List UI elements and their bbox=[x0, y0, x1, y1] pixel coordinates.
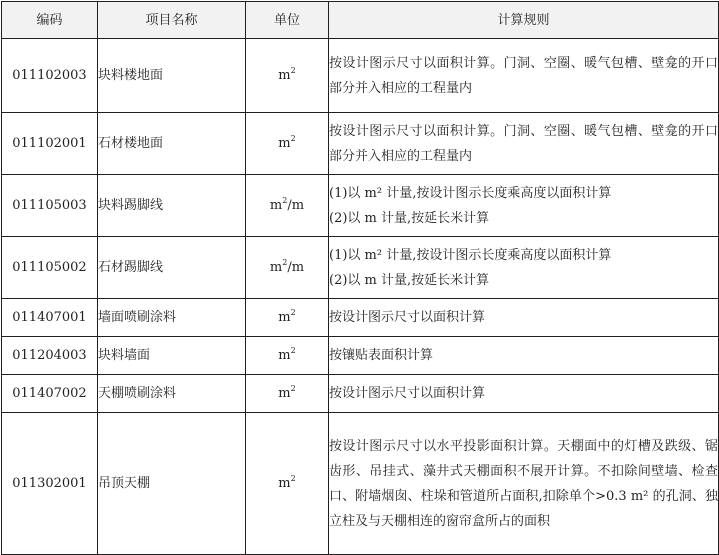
unit-exponent: 2 bbox=[282, 196, 288, 205]
table-row bbox=[2, 375, 719, 413]
item-unit bbox=[246, 375, 329, 413]
item-name: 墙面喷刷涂料 bbox=[98, 299, 246, 337]
item-name: 块料踢脚线 bbox=[98, 175, 246, 237]
item-unit bbox=[246, 113, 329, 175]
unit-suffix: /m bbox=[287, 260, 305, 275]
unit-exponent: 2 bbox=[290, 134, 296, 143]
unit-base: m bbox=[278, 310, 291, 325]
item-name: 天棚喷刷涂料 bbox=[98, 375, 246, 413]
item-code: 011407002 bbox=[2, 375, 98, 413]
item-name: 吊顶天棚 bbox=[98, 413, 246, 555]
table-row bbox=[2, 237, 719, 299]
unit-exponent: 2 bbox=[290, 346, 296, 355]
item-rule bbox=[329, 113, 719, 175]
table-row bbox=[2, 39, 719, 113]
item-code: 011302001 bbox=[2, 413, 98, 555]
table-header-row bbox=[2, 2, 719, 39]
quantity-rules-table bbox=[1, 1, 719, 555]
header-name: 项目名称 bbox=[98, 2, 246, 39]
rule-line: (2)以 m 计量,按延长米计算 bbox=[329, 272, 490, 288]
rule-line: 按镶贴表面积计算 bbox=[329, 348, 434, 363]
header-unit: 单位 bbox=[246, 2, 329, 39]
item-name: 石材楼地面 bbox=[98, 113, 246, 175]
item-rule bbox=[329, 39, 719, 113]
item-rule bbox=[329, 175, 719, 237]
item-rule bbox=[329, 375, 719, 413]
table-row bbox=[2, 299, 719, 337]
item-code: 011105002 bbox=[2, 237, 98, 299]
table-row bbox=[2, 413, 719, 555]
unit-base: m bbox=[278, 348, 291, 363]
table-row bbox=[2, 337, 719, 375]
item-name: 块料楼地面 bbox=[98, 39, 246, 113]
item-name: 块料墙面 bbox=[98, 337, 246, 375]
item-name: 石材踢脚线 bbox=[98, 237, 246, 299]
item-rule bbox=[329, 413, 719, 555]
rule-line: 按设计图示尺寸以水平投影面积计算。天棚面中的灯槽及跌级、锯齿形、吊挂式、藻井式天棚面积不展开计算。不扣除间壁墙、检查口、附墙烟囱、柱垛和管道所占面积,扣除单个>0.3 m² 的孔洞、独立柱及与天棚相连的窗帘盒所占的面积 bbox=[329, 438, 718, 529]
rule-line: 按设计图示尺寸以面积计算。门洞、空圈、暖气包槽、壁龛的开口部分并入相应的工程量内 bbox=[329, 55, 718, 96]
rule-line: 按设计图示尺寸以面积计算 bbox=[329, 310, 486, 325]
unit-base: m bbox=[278, 386, 291, 401]
rule-line: 按设计图示尺寸以面积计算 bbox=[329, 386, 486, 401]
unit-base: m bbox=[269, 198, 283, 213]
item-unit bbox=[246, 39, 329, 113]
rule-line: 按设计图示尺寸以面积计算。门洞、空圈、暖气包槽、壁龛的开口部分并入相应的工程量内 bbox=[329, 123, 718, 164]
item-unit bbox=[246, 237, 329, 299]
item-unit bbox=[246, 299, 329, 337]
header-code: 编码 bbox=[2, 2, 98, 39]
unit-suffix: /m bbox=[287, 198, 305, 213]
rule-line: (2)以 m 计量,按延长米计算 bbox=[329, 210, 490, 226]
item-unit bbox=[246, 175, 329, 237]
item-code: 011102003 bbox=[2, 39, 98, 113]
unit-base: m bbox=[269, 260, 283, 275]
item-rule bbox=[329, 337, 719, 375]
table-row bbox=[2, 113, 719, 175]
unit-base: m bbox=[278, 68, 291, 83]
unit-exponent: 2 bbox=[290, 384, 296, 393]
item-unit bbox=[246, 413, 329, 555]
item-code: 011105003 bbox=[2, 175, 98, 237]
unit-base: m bbox=[278, 136, 291, 151]
item-code: 011407001 bbox=[2, 299, 98, 337]
unit-exponent: 2 bbox=[290, 308, 296, 317]
header-rule: 计算规则 bbox=[329, 2, 719, 39]
item-unit bbox=[246, 337, 329, 375]
unit-exponent: 2 bbox=[290, 474, 296, 483]
item-rule bbox=[329, 299, 719, 337]
item-code: 011102001 bbox=[2, 113, 98, 175]
item-rule bbox=[329, 237, 719, 299]
item-code: 011204003 bbox=[2, 337, 98, 375]
unit-base: m bbox=[278, 476, 291, 491]
unit-exponent: 2 bbox=[282, 258, 288, 267]
rule-line: (1)以 m² 计量,按设计图示长度乘高度以面积计算 bbox=[329, 185, 612, 201]
table-row bbox=[2, 175, 719, 237]
rule-line: (1)以 m² 计量,按设计图示长度乘高度以面积计算 bbox=[329, 247, 612, 263]
unit-exponent: 2 bbox=[290, 66, 296, 75]
